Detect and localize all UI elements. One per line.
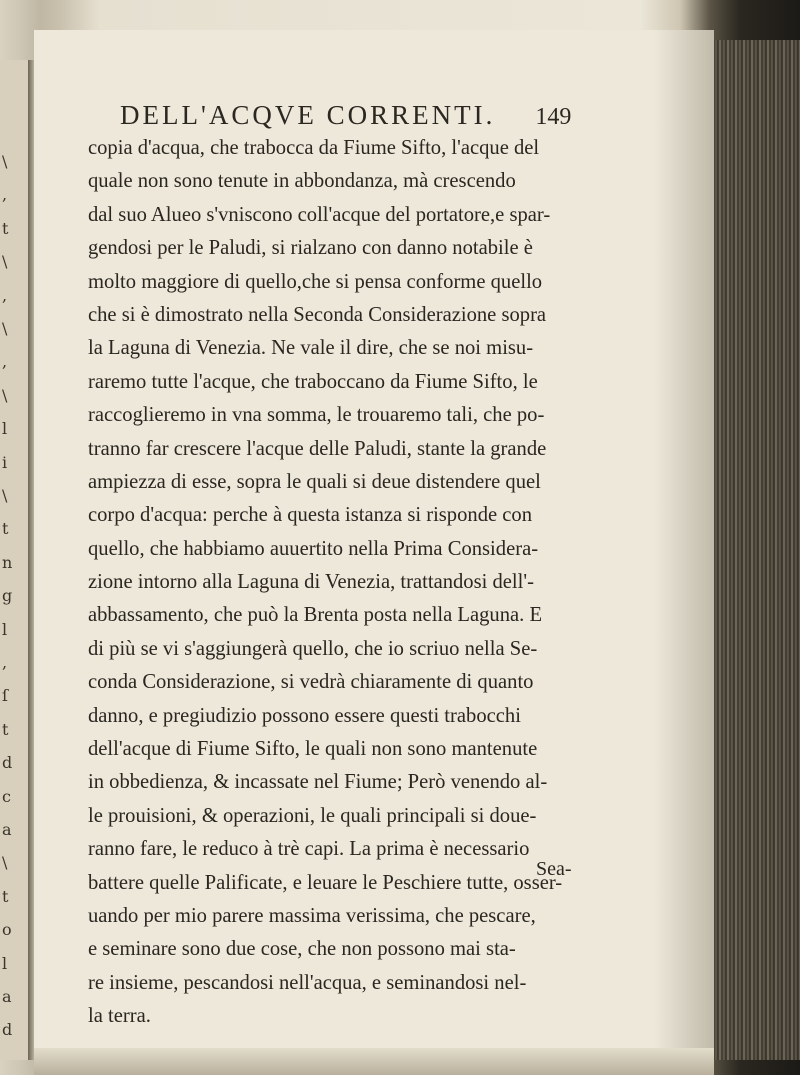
facing-page-char: t	[2, 886, 9, 906]
text-line: quello, che habbiamo auuertito nella Prima Considera-	[88, 537, 539, 560]
text-line: raccoglieremo in vna somma, le trouaremo tali, che po-	[88, 404, 545, 427]
text-line: danno, e pregiudizio possono essere questi trabocchi	[88, 704, 521, 727]
facing-page-char: ,	[2, 285, 8, 305]
facing-page-char: \	[2, 853, 8, 873]
text-line: dell'acque di Fiume Sifto, le quali non sono mantenute	[88, 738, 538, 761]
catchword: Sea-	[536, 858, 572, 880]
facing-page-char: n	[2, 552, 13, 572]
facing-page-char: g	[2, 586, 13, 606]
text-line: dal suo Alueo s'vniscono coll'acque del portatore,e spar-	[88, 203, 551, 226]
text-line: tranno far crescere l'acque delle Paludi, stante la grande	[88, 437, 547, 460]
text-line: molto maggiore di quello,che si pensa conforme quello	[88, 270, 543, 293]
facing-page-char: i	[2, 452, 8, 472]
text-line: ranno fare, le reduco à trè capi. La prima è necessario	[88, 838, 530, 861]
facing-page-char: ,	[2, 352, 8, 372]
text-line: e seminare sono due cose, che non possono mai sta-	[88, 938, 516, 961]
text-line: la terra.	[88, 1005, 151, 1028]
facing-page-char: a	[2, 820, 12, 839]
text-line: zione intorno alla Laguna di Venezia, trattandosi dell'-	[88, 571, 534, 594]
text-line: la Laguna di Venezia. Ne vale il dire, che se noi misu-	[88, 337, 534, 360]
text-line: abbassamento, che può la Brenta posta nella Laguna. E	[88, 604, 543, 627]
page-stack-edge	[714, 40, 800, 1060]
page-bottom-edge	[34, 1048, 714, 1075]
facing-page-char: t	[2, 719, 9, 739]
text-line: ampiezza di esse, sopra le quali si deue distendere quel	[88, 470, 541, 493]
facing-page-char: \	[2, 252, 8, 272]
text-line: conda Considerazione, si vedrà chiaramente di quanto	[88, 671, 534, 694]
text-line: re insieme, pescandosi nell'acqua, e seminandosi nel-	[88, 971, 527, 994]
text-line: raremo tutte l'acque, che traboccano da Fiume Sifto, le	[88, 370, 538, 393]
facing-page-char: l	[2, 419, 8, 439]
facing-page-char: ſ	[2, 686, 8, 706]
text-line: di più se vi s'aggiungerà quello, che io scriuo nella Se-	[88, 637, 538, 660]
facing-page-fragment	[0, 60, 30, 1060]
text-line: uando per mio parere massima verissima, che pescare,	[88, 904, 536, 927]
page-number: 149	[535, 104, 572, 130]
facing-page-char: ,	[2, 653, 8, 672]
text-line: quale non sono tenute in abbondanza, mà crescendo	[88, 170, 516, 193]
facing-page-char: \	[2, 385, 8, 405]
facing-page-char: d	[2, 753, 13, 773]
body-text	[88, 132, 668, 1034]
running-head: DELL'ACQVE CORRENTI.	[120, 100, 496, 130]
text-line: in obbedienza, & incassate nel Fiume; Però venendo al-	[88, 771, 548, 794]
facing-page-char: c	[2, 786, 11, 806]
facing-page-char: o	[2, 920, 12, 940]
facing-page-char: d	[2, 1020, 13, 1040]
facing-page-char: t	[2, 519, 9, 539]
facing-page-char: l	[2, 619, 8, 639]
text-line: battere quelle Palificate, e leuare le Peschiere tutte, osser-	[88, 871, 563, 894]
facing-page-char: \	[2, 152, 8, 171]
facing-page-char: \	[2, 486, 8, 505]
facing-page-char: \	[2, 319, 8, 338]
text-line: gendosi per le Paludi, si rialzano con danno notabile è	[88, 237, 533, 260]
text-line: le prouisioni, & operazioni, le quali principali si doue-	[88, 804, 537, 827]
facing-page-char: ,	[2, 185, 8, 205]
facing-page-char: t	[2, 218, 9, 238]
text-line: copia d'acqua, che trabocca da Fiume Sifto, l'acque del	[88, 137, 540, 159]
facing-page-char: a	[2, 987, 12, 1006]
text-line: che si è dimostrato nella Seconda Considerazione sopra	[88, 303, 547, 326]
facing-page-char: l	[2, 953, 8, 973]
text-line: corpo d'acqua: perche à questa istanza si risponde con	[88, 504, 533, 527]
